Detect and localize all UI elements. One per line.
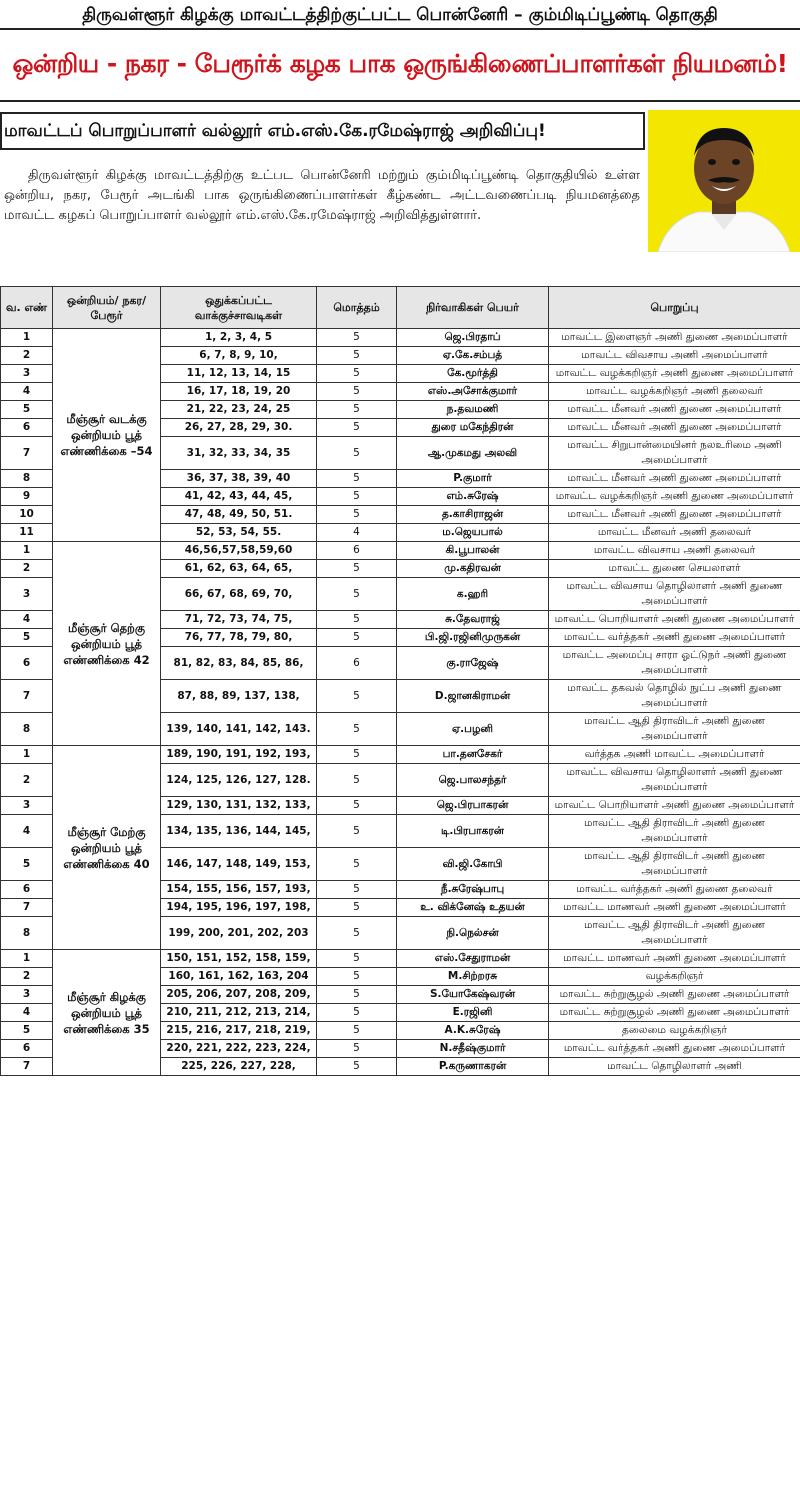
serial-number: 11	[1, 524, 53, 542]
booth-numbers: 225, 226, 227, 228,	[161, 1058, 317, 1076]
serial-number: 3	[1, 578, 53, 611]
top-heading: திருவள்ளூர் கிழக்கு மாவட்டத்திற்குட்பட்ட பொன்னேரி – கும்மிடிப்பூண்டி தொகுதி	[0, 0, 800, 30]
coordinator-name: நி.நெல்சன்	[397, 917, 549, 950]
coordinator-role: மாவட்ட ஆதி திராவிடர் அணி துணை அமைப்பாளர்	[549, 713, 800, 746]
coordinator-role: மாவட்ட மாணவர் அணி துணை அமைப்பாளர்	[549, 899, 800, 917]
booth-total: 5	[317, 1004, 397, 1022]
coordinator-name: ஜெ.பாலசந்தர்	[397, 764, 549, 797]
coordinator-name: எஸ்.அசோக்குமார்	[397, 383, 549, 401]
serial-number: 3	[1, 797, 53, 815]
booth-numbers: 31, 32, 33, 34, 35	[161, 437, 317, 470]
header-booths: ஒதுக்கப்பட்ட வாக்குச்சாவடிகள்	[161, 287, 317, 329]
booth-total: 5	[317, 764, 397, 797]
booth-total: 5	[317, 1022, 397, 1040]
booth-numbers: 194, 195, 196, 197, 198,	[161, 899, 317, 917]
serial-number: 5	[1, 401, 53, 419]
booth-total: 5	[317, 365, 397, 383]
booth-total: 5	[317, 383, 397, 401]
booth-numbers: 129, 130, 131, 132, 133,	[161, 797, 317, 815]
booth-numbers: 199, 200, 201, 202, 203	[161, 917, 317, 950]
booth-numbers: 210, 211, 212, 213, 214,	[161, 1004, 317, 1022]
table-body	[1, 329, 800, 1076]
booth-total: 5	[317, 1040, 397, 1058]
serial-number: 6	[1, 1040, 53, 1058]
coordinator-name: P.கருணாகரன்	[397, 1058, 549, 1076]
coordinator-name: S.யோகேஷ்வரன்	[397, 986, 549, 1004]
sub-banner: மாவட்டப் பொறுப்பாளர் வல்லூர் எம்.எஸ்.கே.ரமேஷ்ராஜ் அறிவிப்பு!	[0, 112, 645, 150]
intro-text: திருவள்ளூர் கிழக்கு மாவட்டத்திற்கு உட்பட பொன்னேரி மற்றும் கும்மிடிப்பூண்டி தொகுதியில் உள்ள ஒன்றிய, நகர, பேரூர் அடங்கி பாக ஒருங்கிணைப்பாளர்கள் கீழ்கண்ட அட்டவணைப்படி நியமனத்தை மாவட்ட கழகப் பொறுப்பாளர் வல்லூர் எம்.எஸ்.கே.ரமேஷ்ராஜ் அறிவித்துள்ளார்.	[4, 168, 640, 223]
booth-total: 5	[317, 488, 397, 506]
booth-total: 5	[317, 713, 397, 746]
serial-number: 6	[1, 881, 53, 899]
header-role: பொறுப்பு	[549, 287, 800, 329]
booth-total: 5	[317, 950, 397, 968]
coordinator-name: பி.ஜி.ரஜினிமுருகன்	[397, 629, 549, 647]
booth-total: 6	[317, 542, 397, 560]
booth-numbers: 139, 140, 141, 142, 143.	[161, 713, 317, 746]
serial-number: 2	[1, 968, 53, 986]
booth-numbers: 81, 82, 83, 84, 85, 86,	[161, 647, 317, 680]
coordinator-name: த.காசிராஜன்	[397, 506, 549, 524]
booth-numbers: 61, 62, 63, 64, 65,	[161, 560, 317, 578]
header-union: ஒன்றியம்/ நகர/ பேரூர்	[53, 287, 161, 329]
coordinator-name: டி.பிரபாகரன்	[397, 815, 549, 848]
coordinator-role: மாவட்ட ஆதி திராவிடர் அணி துணை அமைப்பாளர்	[549, 848, 800, 881]
serial-number: 7	[1, 680, 53, 713]
serial-number: 4	[1, 383, 53, 401]
serial-number: 7	[1, 899, 53, 917]
table-row	[1, 329, 800, 347]
coordinator-name: பா.தனசேகர்	[397, 746, 549, 764]
booth-total: 5	[317, 1058, 397, 1076]
booth-total: 5	[317, 986, 397, 1004]
coordinator-role: மாவட்ட சுற்றுசூழல் அணி துணை அமைப்பாளர்	[549, 986, 800, 1004]
serial-number: 10	[1, 506, 53, 524]
serial-number: 1	[1, 746, 53, 764]
booth-total: 5	[317, 680, 397, 713]
coordinator-role: மாவட்ட இளைஞர் அணி துணை அமைப்பாளர்	[549, 329, 800, 347]
booth-total: 5	[317, 899, 397, 917]
coordinator-role: மாவட்ட தொழிலாளர் அணி	[549, 1058, 800, 1076]
serial-number: 4	[1, 815, 53, 848]
booth-numbers: 146, 147, 148, 149, 153,	[161, 848, 317, 881]
booth-total: 5	[317, 881, 397, 899]
serial-number: 2	[1, 347, 53, 365]
coordinator-name: ஏ.கே.சம்பத்	[397, 347, 549, 365]
serial-number: 8	[1, 917, 53, 950]
person-photo	[648, 110, 800, 252]
booth-numbers: 16, 17, 18, 19, 20	[161, 383, 317, 401]
coordinator-role: மாவட்ட மீனவர் அணி துணை அமைப்பாளர்	[549, 470, 800, 488]
booth-numbers: 6, 7, 8, 9, 10,	[161, 347, 317, 365]
coordinator-name: A.K.சுரேஷ்	[397, 1022, 549, 1040]
booth-numbers: 76, 77, 78, 79, 80,	[161, 629, 317, 647]
coordinator-name: கே.மூர்த்தி	[397, 365, 549, 383]
booth-numbers: 52, 53, 54, 55.	[161, 524, 317, 542]
serial-number: 6	[1, 647, 53, 680]
header-sl: வ. எண்	[1, 287, 53, 329]
coordinator-name: துரை மகேந்திரன்	[397, 419, 549, 437]
serial-number: 5	[1, 848, 53, 881]
coordinator-role: மாவட்ட மீனவர் அணி துணை அமைப்பாளர்	[549, 401, 800, 419]
coordinator-role: மாவட்ட பொறியாளர் அணி துணை அமைப்பாளர்	[549, 797, 800, 815]
coordinator-role: மாவட்ட தகவல் தொழில் நுட்ப அணி துணை அமைப்பாளர்	[549, 680, 800, 713]
coordinator-role: மாவட்ட துணை செயலாளர்	[549, 560, 800, 578]
coordinator-role: மாவட்ட விவசாய அணி அமைப்பாளர்	[549, 347, 800, 365]
booth-numbers: 215, 216, 217, 218, 219,	[161, 1022, 317, 1040]
booth-numbers: 21, 22, 23, 24, 25	[161, 401, 317, 419]
header-total: மொத்தம்	[317, 287, 397, 329]
booth-total: 5	[317, 470, 397, 488]
serial-number: 6	[1, 419, 53, 437]
coordinator-name: ந.தவமணி	[397, 401, 549, 419]
coordinator-name: எம்.சுரேஷ்	[397, 488, 549, 506]
booth-numbers: 41, 42, 43, 44, 45,	[161, 488, 317, 506]
serial-number: 9	[1, 488, 53, 506]
coordinator-role: மாவட்ட வழக்கறிஞர் அணி துணை அமைப்பாளர்	[549, 488, 800, 506]
table-header-row	[1, 287, 800, 329]
booth-numbers: 220, 221, 222, 223, 224,	[161, 1040, 317, 1058]
booth-numbers: 1, 2, 3, 4, 5	[161, 329, 317, 347]
coordinator-role: மாவட்ட விவசாய அணி தலைவர்	[549, 542, 800, 560]
coordinator-name: நீ.சுரேஷ்பாபு	[397, 881, 549, 899]
coordinator-name: P.குமார்	[397, 470, 549, 488]
booth-numbers: 134, 135, 136, 144, 145,	[161, 815, 317, 848]
coordinator-name: சு.தேவராஜ்	[397, 611, 549, 629]
coordinators-table	[0, 286, 800, 1076]
coordinator-name: ம.ஜெயபால்	[397, 524, 549, 542]
coordinator-role: மாவட்ட வர்த்தகர் அணி துணை தலைவர்	[549, 881, 800, 899]
serial-number: 1	[1, 329, 53, 347]
serial-number: 7	[1, 1058, 53, 1076]
coordinator-role: மாவட்ட விவசாய தொழிலாளர் அணி துணை அமைப்பாளர்	[549, 578, 800, 611]
coordinator-name: கி.பூபாலன்	[397, 542, 549, 560]
serial-number: 8	[1, 470, 53, 488]
booth-total: 5	[317, 629, 397, 647]
union-group-label: மீஞ்சூர் தெற்கு ஒன்றியம் பூத் எண்ணிக்கை 42	[53, 542, 161, 746]
coordinator-role: மாவட்ட விவசாய தொழிலாளர் அணி துணை அமைப்பாளர்	[549, 764, 800, 797]
booth-total: 5	[317, 437, 397, 470]
coordinator-role: மாவட்ட சிறுபான்மையினர் நலஉரிமை அணி அமைப்பாளர்	[549, 437, 800, 470]
coordinator-role: மாவட்ட அமைப்பு சாரா ஓட்டுநர் அணி துணை அமைப்பாளர்	[549, 647, 800, 680]
coordinator-role: மாவட்ட மீனவர் அணி துணை அமைப்பாளர்	[549, 506, 800, 524]
coordinator-role: மாவட்ட சுற்றுசூழல் அணி துணை அமைப்பாளர்	[549, 1004, 800, 1022]
booth-numbers: 71, 72, 73, 74, 75,	[161, 611, 317, 629]
serial-number: 5	[1, 629, 53, 647]
coordinator-role: மாவட்ட வர்த்தகர் அணி துணை அமைப்பாளர்	[549, 629, 800, 647]
coordinator-role: மாவட்ட ஆதி திராவிடர் அணி துணை அமைப்பாளர்	[549, 815, 800, 848]
booth-numbers: 87, 88, 89, 137, 138,	[161, 680, 317, 713]
coordinator-name: எஸ்.சேதுராமன்	[397, 950, 549, 968]
booth-numbers: 36, 37, 38, 39, 40	[161, 470, 317, 488]
coordinator-name: E.ரஜினி	[397, 1004, 549, 1022]
table-row	[1, 950, 800, 968]
booth-numbers: 66, 67, 68, 69, 70,	[161, 578, 317, 611]
booth-total: 5	[317, 401, 397, 419]
serial-number: 5	[1, 1022, 53, 1040]
booth-total: 6	[317, 647, 397, 680]
intro-section	[0, 102, 800, 282]
coordinator-role: மாவட்ட பொறியாளர் அணி துணை அமைப்பாளர்	[549, 611, 800, 629]
coordinator-name: ஜெ.பிரதாப்	[397, 329, 549, 347]
coordinator-name: கு.ராஜேஷ்	[397, 647, 549, 680]
booth-total: 5	[317, 419, 397, 437]
table-row	[1, 542, 800, 560]
coordinator-name: ஜெ.பிரபாகரன்	[397, 797, 549, 815]
coordinator-role: மாவட்ட வழக்கறிஞர் அணி துணை அமைப்பாளர்	[549, 365, 800, 383]
booth-total: 5	[317, 746, 397, 764]
union-group-label: மீஞ்சூர் கிழக்கு ஒன்றியம் பூத் எண்ணிக்கை 35	[53, 950, 161, 1076]
portrait-illustration	[648, 110, 800, 252]
union-group-label: மீஞ்சூர் மேற்கு ஒன்றியம் பூத் எண்ணிக்கை 40	[53, 746, 161, 950]
serial-number: 8	[1, 713, 53, 746]
serial-number: 4	[1, 611, 53, 629]
booth-total: 5	[317, 968, 397, 986]
coordinator-role: மாவட்ட வர்த்தகர் அணி துணை அமைப்பாளர்	[549, 1040, 800, 1058]
coordinator-name: M.சிற்றரசு	[397, 968, 549, 986]
intro-paragraph	[0, 166, 640, 226]
booth-total: 5	[317, 578, 397, 611]
serial-number: 3	[1, 986, 53, 1004]
serial-number: 4	[1, 1004, 53, 1022]
coordinator-name: மு.கதிரவன்	[397, 560, 549, 578]
coordinator-role: வர்த்தக அணி மாவட்ட அமைப்பாளர்	[549, 746, 800, 764]
booth-total: 5	[317, 797, 397, 815]
booth-numbers: 26, 27, 28, 29, 30.	[161, 419, 317, 437]
booth-numbers: 150, 151, 152, 158, 159,	[161, 950, 317, 968]
serial-number: 1	[1, 542, 53, 560]
coordinator-role: வழக்கறிஞர்	[549, 968, 800, 986]
booth-total: 5	[317, 848, 397, 881]
coordinator-role: மாவட்ட மீனவர் அணி துணை அமைப்பாளர்	[549, 419, 800, 437]
booth-numbers: 11, 12, 13, 14, 15	[161, 365, 317, 383]
booth-total: 5	[317, 347, 397, 365]
booth-numbers: 124, 125, 126, 127, 128.	[161, 764, 317, 797]
coordinator-name: ஆ.முகமது அலவி	[397, 437, 549, 470]
serial-number: 2	[1, 560, 53, 578]
coordinator-name: ஏ.பழனி	[397, 713, 549, 746]
header-name: நிர்வாகிகள் பெயர்	[397, 287, 549, 329]
booth-total: 5	[317, 917, 397, 950]
headline: ஒன்றிய - நகர - பேரூர்க் கழக பாக ஒருங்கிணைப்பாளர்கள் நியமனம்!	[0, 30, 800, 102]
booth-total: 5	[317, 506, 397, 524]
coordinator-role: மாவட்ட மீனவர் அணி தலைவர்	[549, 524, 800, 542]
booth-total: 5	[317, 329, 397, 347]
booth-total: 5	[317, 611, 397, 629]
booth-numbers: 46,56,57,58,59,60	[161, 542, 317, 560]
coordinator-name: வி.ஜி.கோபி	[397, 848, 549, 881]
booth-numbers: 189, 190, 191, 192, 193,	[161, 746, 317, 764]
coordinator-role: மாவட்ட மாணவர் அணி துணை அமைப்பாளர்	[549, 950, 800, 968]
booth-numbers: 47, 48, 49, 50, 51.	[161, 506, 317, 524]
coordinator-name: உ. விக்னேஷ் உதயன்	[397, 899, 549, 917]
table-row	[1, 746, 800, 764]
booth-total: 4	[317, 524, 397, 542]
booth-numbers: 154, 155, 156, 157, 193,	[161, 881, 317, 899]
booth-total: 5	[317, 815, 397, 848]
coordinator-name: D.ஜானகிராமன்	[397, 680, 549, 713]
serial-number: 2	[1, 764, 53, 797]
coordinator-name: க.ஹரி	[397, 578, 549, 611]
serial-number: 3	[1, 365, 53, 383]
coordinator-role: மாவட்ட ஆதி திராவிடர் அணி துணை அமைப்பாளர்	[549, 917, 800, 950]
booth-total: 5	[317, 560, 397, 578]
coordinator-name: N.சதீஷ்குமார்	[397, 1040, 549, 1058]
booth-numbers: 205, 206, 207, 208, 209,	[161, 986, 317, 1004]
union-group-label: மீஞ்சூர் வடக்கு ஒன்றியம் பூத் எண்ணிக்கை –54	[53, 329, 161, 542]
booth-numbers: 160, 161, 162, 163, 204	[161, 968, 317, 986]
coordinator-role: தலைமை வழக்கறிஞர்	[549, 1022, 800, 1040]
coordinator-role: மாவட்ட வழக்கறிஞர் அணி தலைவர்	[549, 383, 800, 401]
serial-number: 7	[1, 437, 53, 470]
serial-number: 1	[1, 950, 53, 968]
